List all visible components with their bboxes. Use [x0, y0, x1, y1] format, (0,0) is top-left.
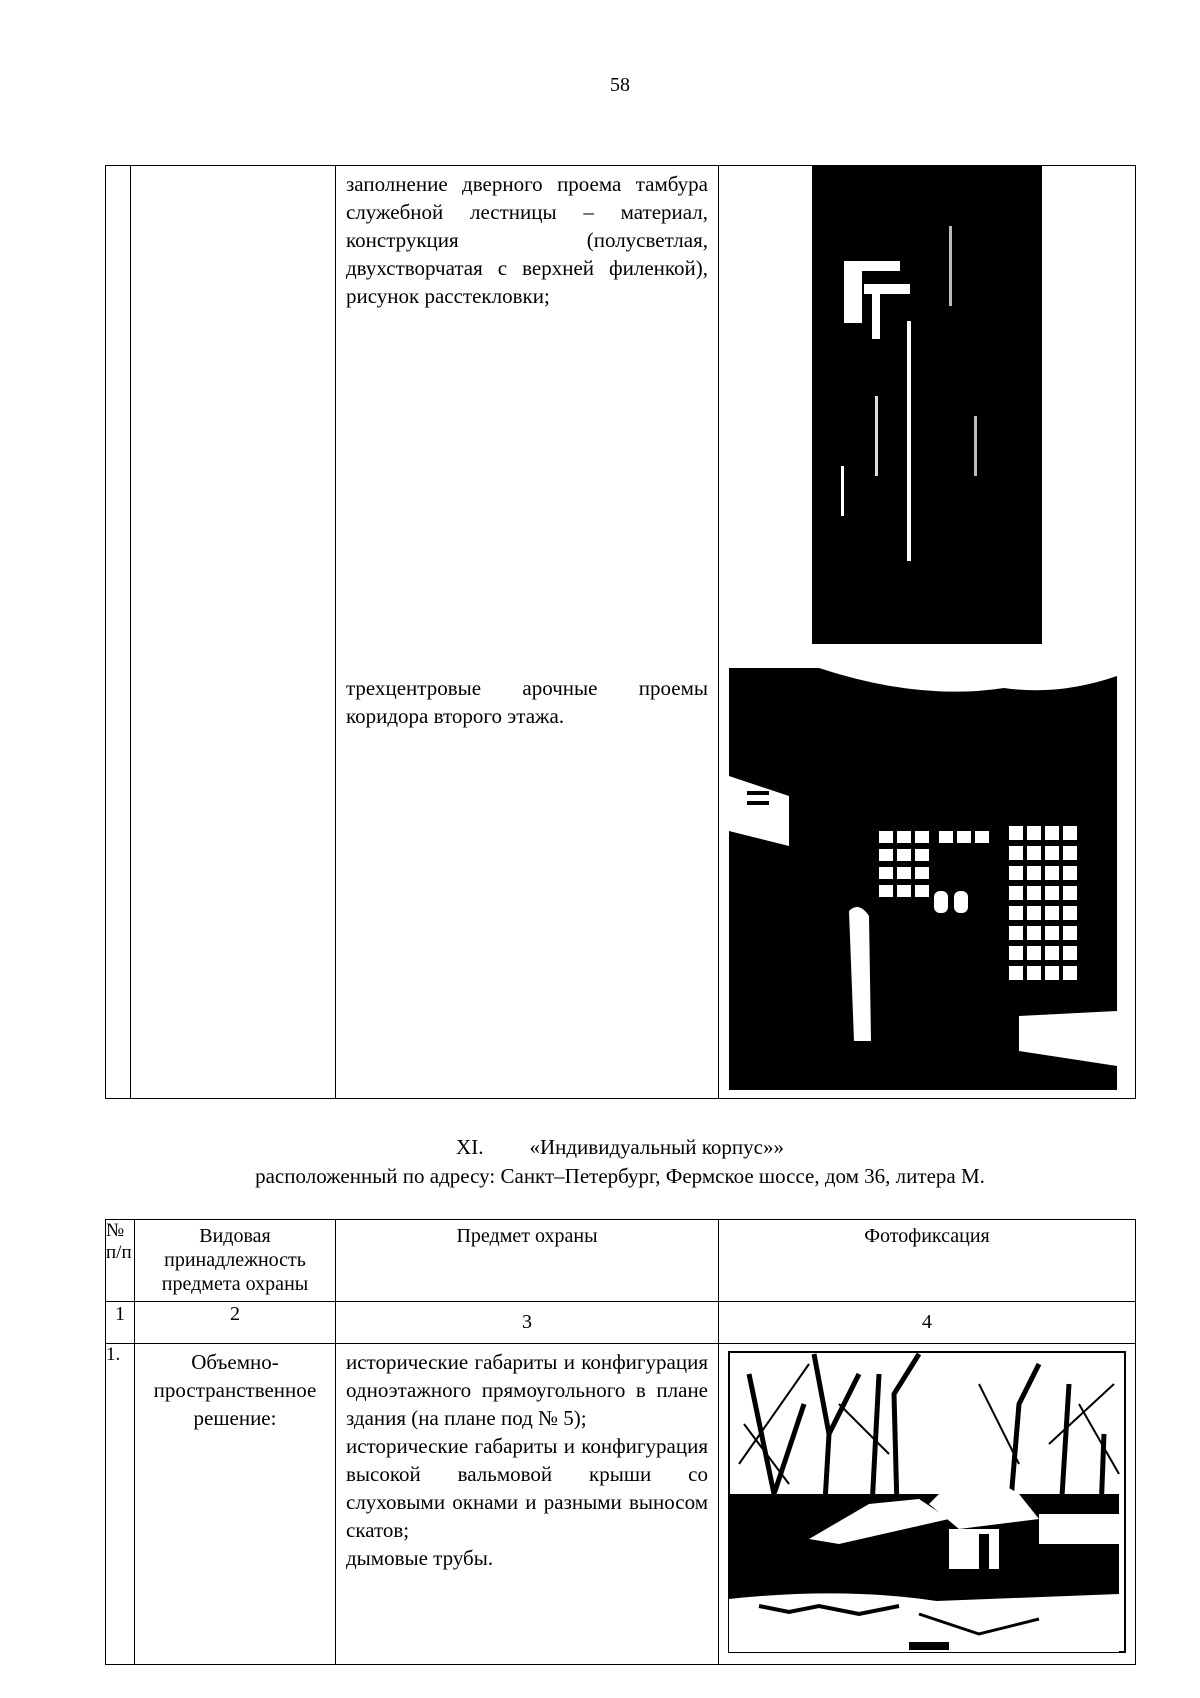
subject-item: исторические габариты и конфигурация высокой вальмовой крыши со слуховыми окнами и разными выносом скатов; [346, 1434, 708, 1542]
protection-table [105, 1219, 1136, 1665]
section-heading [0, 1134, 1200, 1161]
category-cell [131, 166, 336, 1099]
num-cell [106, 166, 131, 1099]
section-address: расположенный по адресу: Санкт–Петербург, Фермское шоссе, дом 36, литера М. [255, 1164, 985, 1188]
col-number-1: 1 [106, 1302, 135, 1344]
door-photo [719, 166, 1136, 666]
row-num: 1. [106, 1344, 135, 1665]
section-title: «Индивидуальный корпус»» [529, 1135, 784, 1159]
subject-cell [336, 666, 719, 1099]
row-subject [336, 1344, 719, 1665]
col-number-4: 4 [719, 1302, 1136, 1344]
header-photo: Фотофиксация [719, 1220, 1136, 1302]
col-number-2: 2 [135, 1302, 336, 1344]
page-number: 58 [610, 74, 630, 96]
header-category: Видовая принадлежность предмета охраны [135, 1220, 336, 1302]
section-number: XI. [456, 1135, 484, 1159]
corridor-photo [719, 666, 1136, 1098]
photo-cell [719, 666, 1136, 1099]
subject-item: дымовые трубы. [346, 1546, 494, 1570]
table-row [106, 166, 1136, 667]
column-number-row [106, 1302, 1136, 1344]
header-num: № п/п [106, 1220, 135, 1302]
continuation-table [105, 165, 1136, 1099]
building-photo [719, 1344, 1136, 1664]
table-header-row [106, 1220, 1136, 1302]
header-subject: Предмет охраны [336, 1220, 719, 1302]
door-description: заполнение дверного проема тамбура служебной лестницы – материал, конструкция (полусветлая, двухстворчатая с верхней филенкой), рисунок расстекловки; [346, 172, 708, 308]
photo-cell [719, 166, 1136, 667]
row-category: Объемно-пространственное решение: [135, 1344, 336, 1665]
arch-description: трехцентровые арочные проемы коридора второго этажа. [346, 676, 708, 728]
subject-list [336, 1344, 718, 1572]
col-number-3: 3 [336, 1302, 719, 1344]
table-row [106, 1344, 1136, 1665]
subject-item: исторические габариты и конфигурация одноэтажного прямоугольного в плане здания (на плане под № 5); [346, 1350, 708, 1430]
row-photo [719, 1344, 1136, 1665]
subject-cell [336, 166, 719, 667]
